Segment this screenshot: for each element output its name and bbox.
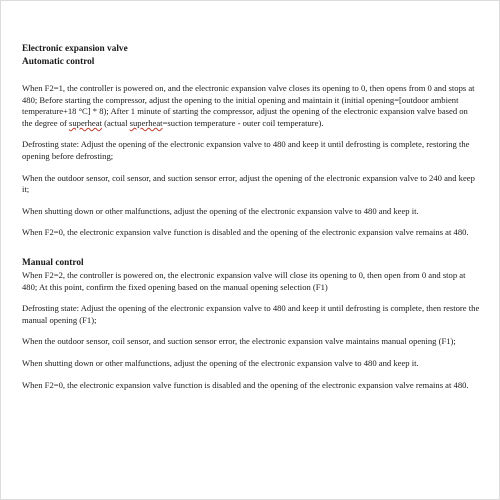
- paragraph-auto-startup: [22, 83, 480, 129]
- paragraph-manual-disabled: When F2=0, the electronic expansion valve function is disabled and the opening of the electronic expansion valve remains at 480.: [22, 379, 469, 390]
- paragraph-auto-startup-text-b: (actual: [101, 117, 130, 128]
- paragraph-auto-startup-text-a: When F2=1, the controller is powered on, and the electronic expansion valve closes its opening to 0, then opens from 0 and stops at 480; Before starting the compressor, adjust the opening to the initial opening and maintain it (initial opening=[outdoor ambient temperature+18 °C] * 8); After 1 minute of starting the compressor, adjust the opening of the electronic expansion valve based on the degree of: [22, 83, 475, 128]
- section-subtitle-automatic-control: Automatic control: [22, 57, 95, 67]
- paragraph-manual-sensor-error: When the outdoor sensor, coil sensor, and suction sensor error, the electronic expansion valve maintains manual opening (F1);: [22, 336, 456, 347]
- paragraph-auto-defrosting: Defrosting state: Adjust the opening of the electronic expansion valve to 480 and keep it until defrosting is complete, restoring the opening before defrosting;: [22, 139, 470, 161]
- spellcheck-word-superheat-2: superheat: [129, 117, 163, 128]
- document-content: [22, 43, 480, 391]
- paragraph-auto-sensor-error: When the outdoor sensor, coil sensor, and suction sensor error, adjust the opening of the electronic expansion valve to 240 and keep it;: [22, 172, 475, 195]
- paragraph-manual-startup: When F2=2, the controller is powered on, the electronic expansion valve will close its opening to 0, then open from 0 and stop at 480; At this point, confirm the fixed opening based on the manual opening selection (F1): [22, 269, 466, 292]
- paragraph-auto-startup-text-c: =suction temperature - outer coil temperature).: [162, 117, 324, 128]
- spellcheck-word-superheat: superheat: [69, 117, 102, 128]
- paragraph-manual-defrosting: Defrosting state: Adjust the opening of the electronic expansion valve to 480 and keep it until defrosting is complete, then restore the manual opening (F1);: [22, 303, 480, 325]
- paragraph-auto-disabled: When F2=0, the electronic expansion valve function is disabled and the opening of the electronic expansion valve remains at 480.: [22, 227, 469, 238]
- paragraph-manual-shutdown: When shutting down or other malfunctions, adjust the opening of the electronic expansion valve to 480 and keep it.: [22, 357, 419, 368]
- paragraph-auto-shutdown: When shutting down or other malfunctions, adjust the opening of the electronic expansion valve to 480 and keep it.: [22, 205, 419, 216]
- section-title-manual-control: Manual control: [22, 257, 84, 268]
- section-title-electronic-expansion-valve: Electronic expansion valve: [22, 44, 128, 54]
